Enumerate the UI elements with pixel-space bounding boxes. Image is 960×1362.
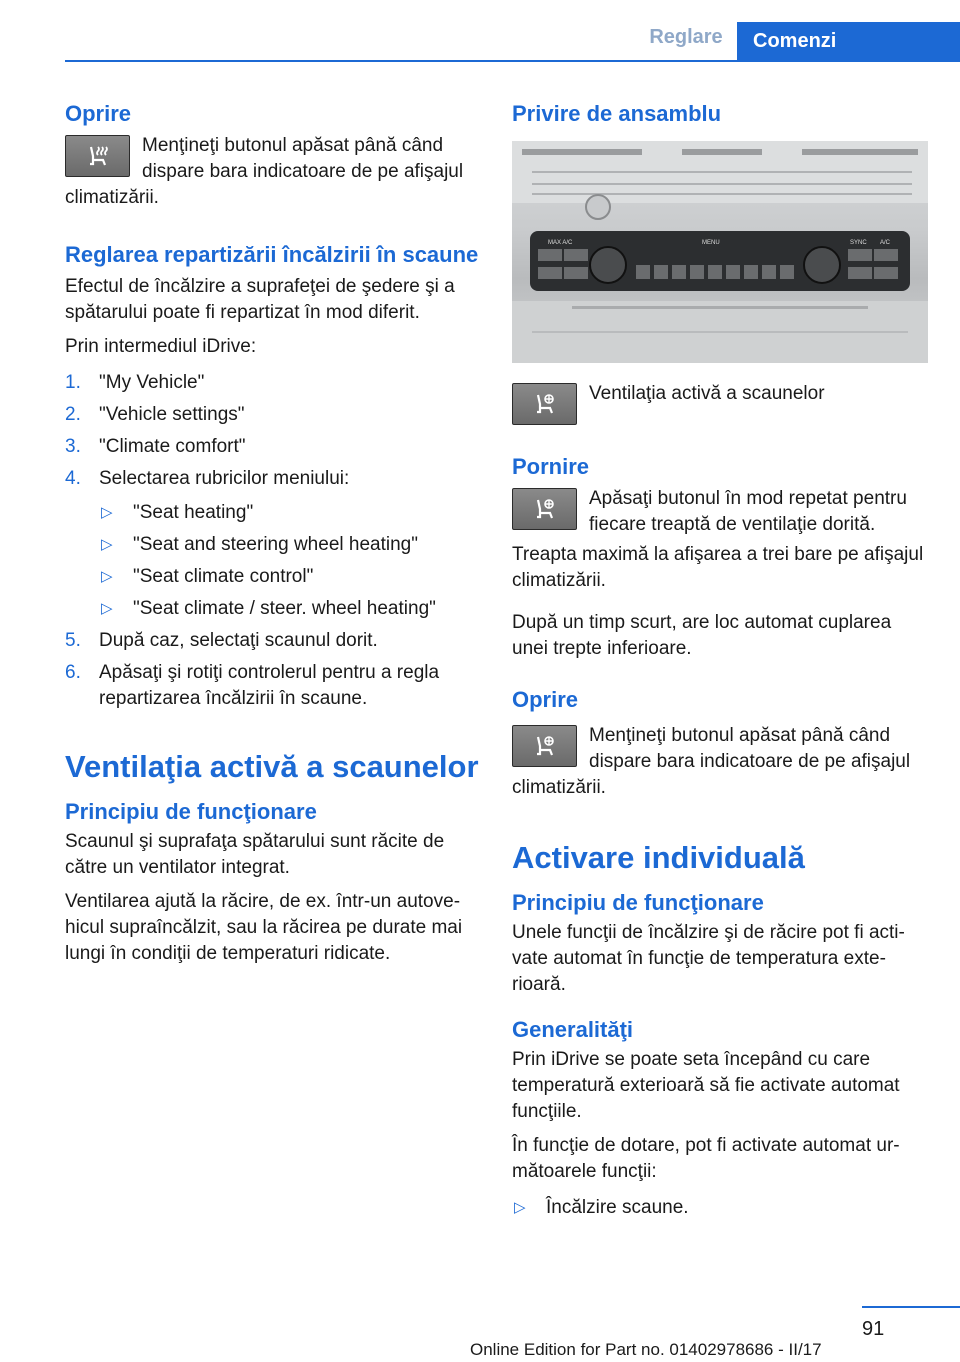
photo-label-max-ac: MAX A/C bbox=[548, 240, 573, 246]
generalitati-paragraph-2: În funcţie de dotare, pot fi activate automat următoarele funcţii: bbox=[512, 1135, 900, 1182]
tab-reglare[interactable]: Reglare bbox=[649, 26, 723, 48]
oprire-right-block bbox=[512, 723, 928, 801]
seat-ventilation-button-icon bbox=[512, 725, 577, 767]
section-title-pornire: Pornire bbox=[512, 454, 590, 479]
section-title-privire: Privire de ansamblu bbox=[512, 101, 722, 126]
pornire-paragraph-2: Treapta maximă la afişarea a trei bare pe afişajul climatizării. bbox=[512, 544, 924, 591]
reglarea-paragraph-2: Prin intermediul iDrive: bbox=[65, 336, 257, 357]
principiu-paragraph-2: Ventilarea ajută la răcire, de ex. într-un autovehicul supraîncălzit, sau la răcirea pe durate mai lungi în condiţii de temperaturi ridicate. bbox=[65, 891, 463, 964]
list-item: ▷ "Seat and steering wheel heating" bbox=[101, 534, 418, 555]
generalitati-paragraph-1: Prin iDrive se poate seta începând cu care temperatură exterioară să fie activate automat funcţiile. bbox=[512, 1049, 900, 1122]
seat-heating-button-icon bbox=[65, 135, 130, 177]
list-item: ▷ "Seat climate / steer. wheel heating" bbox=[101, 598, 436, 619]
right-column bbox=[512, 100, 928, 1221]
list-item: 4. Selectarea rubricilor meniului: bbox=[65, 468, 350, 489]
principiu-right-paragraph: Unele funcţii de încălzire şi de răcire pot fi activate automat în funcţie de temperatura exterioară. bbox=[512, 922, 905, 995]
vent-caption-block bbox=[512, 381, 928, 427]
seat-ventilation-button-icon bbox=[512, 488, 577, 530]
pornire-block bbox=[512, 486, 928, 538]
page-number: 91 bbox=[862, 1318, 885, 1340]
list-item: 5. După caz, selectaţi scaunul dorit. bbox=[65, 630, 378, 651]
photo-label-ac: A/C bbox=[880, 240, 891, 246]
oprire-block bbox=[65, 133, 480, 211]
seat-ventilation-icon bbox=[530, 389, 560, 419]
list-item: ▷ "Seat climate control" bbox=[101, 566, 314, 587]
oprire-right-text: Menţineţi butonul apăsat până când dispare bara indicatoare de pe afişajul climatizării. bbox=[512, 725, 911, 798]
functions-list bbox=[512, 1195, 928, 1221]
section-title-reglarea: Reglarea repartizării încălzirii în scaune bbox=[65, 242, 479, 267]
section-title-oprire: Oprire bbox=[65, 101, 132, 126]
principiu-paragraph-1: Scaunul şi suprafaţa spătarului sunt răcite de către un ventilator integrat. bbox=[65, 831, 445, 878]
list-item: 3. "Climate comfort" bbox=[65, 436, 246, 457]
climate-panel-photo bbox=[512, 141, 928, 363]
climate-panel-illustration bbox=[512, 141, 928, 363]
page-header bbox=[0, 0, 960, 62]
left-column bbox=[65, 100, 480, 967]
list-item: ▷ Încălzire scaune. bbox=[514, 1197, 689, 1218]
list-item: 6. Apăsaţi şi rotiţi controlerul pentru a regla repartizarea încălzirii în scaune. bbox=[65, 662, 440, 709]
seat-ventilation-icon bbox=[530, 731, 560, 761]
pornire-paragraph-3: După un timp scurt, are loc automat cuplarea unei trepte inferioare. bbox=[512, 612, 892, 659]
photo-label-sync: SYNC bbox=[850, 240, 867, 246]
seat-ventilation-button-icon bbox=[512, 383, 577, 425]
list-item: ▷ "Seat heating" bbox=[101, 502, 254, 523]
list-item: 1. "My Vehicle" bbox=[65, 372, 205, 393]
seat-heating-icon bbox=[83, 141, 113, 171]
reglarea-paragraph-1: Efectul de încălzire a suprafeţei de şedere şi a spătarului poate fi repartizat în mod diferit. bbox=[65, 276, 455, 323]
header-rule bbox=[65, 60, 960, 62]
oprire-text: Menţineţi butonul apăsat până când dispare bara indicatoare de pe afişajul climatizării. bbox=[65, 135, 464, 208]
section-title-ventilatia: Ventilaţia activă a scaunelor bbox=[65, 749, 479, 784]
vent-caption: Ventilaţia activă a scaunelor bbox=[589, 383, 825, 404]
subsection-title-principiu: Principiu de funcţionare bbox=[65, 799, 317, 824]
list-item: 2. "Vehicle settings" bbox=[65, 404, 245, 425]
steps-list-continued bbox=[65, 628, 480, 712]
tab-comenzi[interactable]: Comenzi bbox=[737, 22, 960, 60]
subsection-title-principiu-right: Principiu de funcţionare bbox=[512, 890, 764, 915]
subsection-title-generalitati: Generalităţi bbox=[512, 1017, 634, 1042]
steps-list bbox=[65, 370, 480, 492]
section-title-activare: Activare individuală bbox=[512, 840, 805, 875]
photo-label-menu: MENU bbox=[702, 240, 720, 246]
seat-ventilation-icon bbox=[530, 494, 560, 524]
edition-text: Online Edition for Part no. 01402978686 - II/17 bbox=[470, 1340, 822, 1359]
section-title-oprire-right: Oprire bbox=[512, 687, 579, 712]
pornire-text: Apăsaţi butonul în mod repetat pentru fiecare treaptă de ventilaţie dorită. bbox=[589, 488, 907, 535]
footer-rule bbox=[862, 1306, 960, 1308]
menu-items-list bbox=[65, 500, 480, 622]
